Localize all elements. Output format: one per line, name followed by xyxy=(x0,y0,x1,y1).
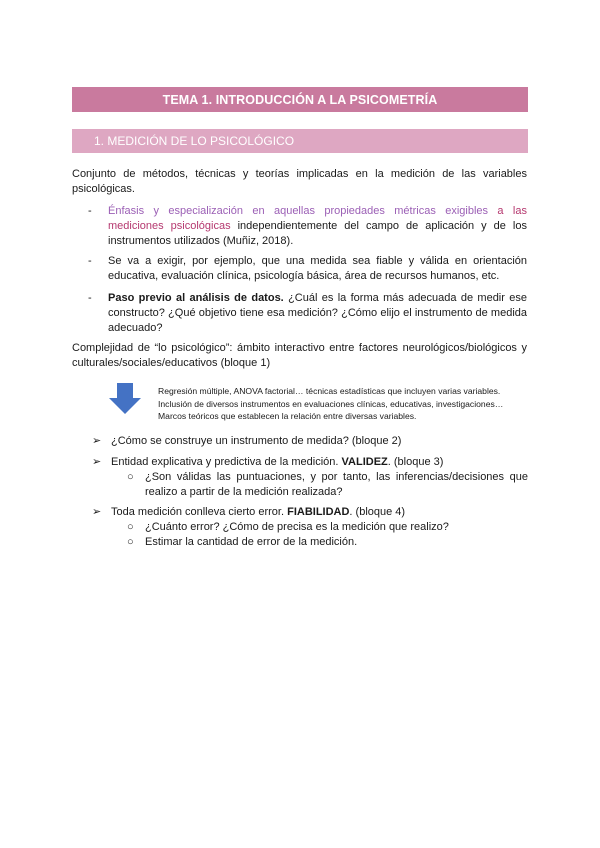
bold-text: VALIDEZ xyxy=(341,456,388,468)
bold-text: Paso previo al análisis de datos. xyxy=(108,292,284,304)
note-line: Regresión múltiple, ANOVA factorial… técnicas estadísticas que incluyen varias variables. xyxy=(158,386,501,396)
plain-text: independientemente del campo de aplicación y de los instrumentos utilizados (Muñiz, 2018). xyxy=(108,220,527,247)
arrow-item-text: ¿Cómo se construye un instrumento de medida? (bloque 2) xyxy=(111,435,402,447)
note-line: Marcos teóricos que establecen la relación entre diversas variables. xyxy=(158,411,417,421)
plain-text: . (bloque 4) xyxy=(349,506,406,518)
down-arrow-icon xyxy=(108,383,142,415)
sub-item-text: Estimar la cantidad de error de la medición. xyxy=(145,536,358,548)
topic-title-text: TEMA 1. INTRODUCCIÓN A LA PSICOMETRÍA xyxy=(162,92,438,107)
section-heading-text: 1. MEDICIÓN DE LO PSICOLÓGICO xyxy=(94,134,295,148)
dash-marker: - xyxy=(88,255,92,267)
sub-item-text: ¿Son válidas las puntuaciones, y por tanto, las inferencias/decisiones que realizo a partir de la medición realizada? xyxy=(145,471,528,498)
note-line: Inclusión de diversos instrumentos en evaluaciones clínicas, educativas, investigaciones… xyxy=(158,398,504,409)
circle-bullet-icon: ○ xyxy=(127,536,134,548)
topic-title xyxy=(72,87,528,112)
dash-marker: - xyxy=(88,205,92,217)
arrow-bullet-icon: ➢ xyxy=(92,456,102,468)
plain-text: Entidad explicativa y predictiva de la medición. xyxy=(111,456,342,468)
arrow-item-text xyxy=(111,455,528,470)
plain-text: . (bloque 3) xyxy=(387,456,444,468)
plain-text: Toda medición conlleva cierto error. xyxy=(111,506,288,518)
circle-bullet-icon: ○ xyxy=(127,471,134,483)
bold-text: FIABILIDAD xyxy=(287,506,350,518)
arrow-bullet-icon: ➢ xyxy=(92,506,102,518)
bullet-text xyxy=(108,291,527,336)
arrow-bullet-icon: ➢ xyxy=(92,435,102,447)
plain-text: ¿Cuál es la forma más adecuada de medir ese constructo? ¿Qué objetivo tiene esa medición? ¿Cómo elijo el instrumento de medida adecuado? xyxy=(108,292,527,334)
sub-item-text: ¿Cuánto error? ¿Cómo de precisa es la medición que realizo? xyxy=(145,521,449,533)
section-heading xyxy=(72,129,528,153)
intro-paragraph: Conjunto de métodos, técnicas y teorías implicadas en la medición de las variables psicológicas. xyxy=(72,168,527,195)
arrow-item-text xyxy=(111,505,528,520)
highlight-red-text: a las mediciones psicológicas xyxy=(108,205,527,232)
note-block xyxy=(158,385,528,423)
circle-bullet-icon: ○ xyxy=(127,521,134,533)
dash-marker: - xyxy=(88,292,92,304)
complexity-paragraph: Complejidad de “lo psicológico”: ámbito interactivo entre factores neurológicos/biológicos y culturales/sociales/educativos (bloque 1) xyxy=(72,342,527,369)
bullet-text: Se va a exigir, por ejemplo, que una medida sea fiable y válida en orientación educativa, evaluación clínica, psicología básica, área de recursos humanos, etc. xyxy=(108,255,527,282)
bullet-text xyxy=(108,204,527,249)
highlight-purple-text: Énfasis y especialización en aquellas propiedades métricas exigibles xyxy=(108,205,498,217)
